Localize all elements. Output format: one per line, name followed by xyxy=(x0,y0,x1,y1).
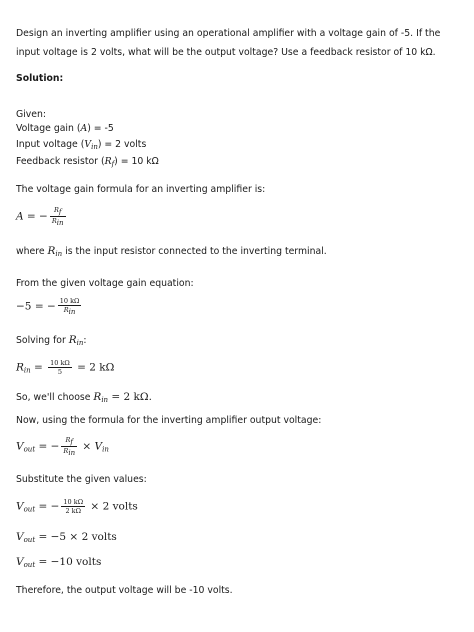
choose-text xyxy=(16,391,152,407)
eq2-num: 10 kΩ xyxy=(50,359,70,367)
solving-post: : xyxy=(83,335,87,346)
where-text xyxy=(16,245,327,261)
eq3-fraction xyxy=(61,436,77,457)
equation-5 xyxy=(16,531,117,547)
eq2-rhs: = 2 kΩ xyxy=(73,361,115,374)
eq1-fraction xyxy=(58,297,82,316)
eq5-rhs: = −5 × 2 volts xyxy=(35,531,117,543)
equation-4 xyxy=(16,498,138,517)
choose-pre: So, we'll choose xyxy=(16,392,94,403)
formula-intro: The voltage gain formula for an inverting amplifier is: xyxy=(16,184,266,195)
eq2-equals: = xyxy=(30,361,47,374)
solving-text xyxy=(16,334,87,350)
equation-1 xyxy=(16,297,83,316)
eq3-num-sub: f xyxy=(70,438,73,446)
eq2-lhs: R xyxy=(16,361,24,374)
eq4-fraction xyxy=(61,498,85,515)
conclusion-text: Therefore, the output voltage will be -10 volts. xyxy=(16,585,233,596)
eq4-lhs: V xyxy=(16,500,24,513)
eq6-lhs: V xyxy=(16,556,24,568)
given-gain-value: ) = -5 xyxy=(87,123,114,134)
from-text: From the given voltage gain equation: xyxy=(16,278,194,289)
given-feedback-resistor xyxy=(16,155,159,171)
gain-formula-num: R xyxy=(53,206,59,214)
now-text: Now, using the formula for the inverting amplifier output voltage: xyxy=(16,415,322,426)
eq2-den: 5 xyxy=(57,368,63,376)
given-voltage-gain xyxy=(16,122,114,135)
eq3-lhs-sub: out xyxy=(23,445,36,454)
gain-formula-num-sub: f xyxy=(58,208,62,216)
choose-symbol: R xyxy=(93,391,102,403)
given-heading: Given: xyxy=(16,109,47,120)
eq3-equals: = − xyxy=(35,440,60,453)
equation-2 xyxy=(16,359,114,378)
equation-3 xyxy=(16,436,109,457)
eq4-den: 2 kΩ xyxy=(65,507,82,515)
given-gain-symbol: A xyxy=(80,123,88,134)
solving-symbol: R xyxy=(68,334,77,346)
given-vin-symbol: V xyxy=(84,139,92,150)
given-rf-sub: f xyxy=(111,160,115,168)
eq4-lhs-sub: out xyxy=(23,505,36,514)
eq3-rhs: × V xyxy=(79,440,103,453)
choose-sub: in xyxy=(101,396,109,404)
eq3-den-sub: in xyxy=(68,449,76,457)
solving-pre: Solving for xyxy=(16,335,69,346)
where-symbol: R xyxy=(47,245,56,257)
given-vin-sub: in xyxy=(91,143,98,151)
eq1-den: R xyxy=(63,306,69,314)
eq2-fraction xyxy=(48,359,72,376)
eq3-lhs: V xyxy=(16,440,24,453)
substitute-text: Substitute the given values: xyxy=(16,474,147,485)
eq1-num: 10 kΩ xyxy=(59,297,80,305)
eq4-rhs: × 2 volts xyxy=(87,500,138,513)
where-pre: where xyxy=(16,246,48,257)
given-vin-label: Input voltage ( xyxy=(16,139,85,150)
eq4-num: 10 kΩ xyxy=(63,498,84,506)
equation-6 xyxy=(16,556,101,572)
eq3-num: R xyxy=(65,436,71,444)
given-rf-value: ) = 10 kΩ xyxy=(114,156,159,167)
eq6-rhs: = −10 volts xyxy=(35,556,102,568)
solving-sub: in xyxy=(76,339,84,347)
given-gain-label: Voltage gain ( xyxy=(16,123,81,134)
where-sub: in xyxy=(55,250,63,258)
choose-post: = 2 kΩ. xyxy=(108,391,152,403)
eq3-rhs-sub: in xyxy=(102,445,109,454)
gain-formula-fraction xyxy=(50,206,66,227)
given-vin-value: ) = 2 volts xyxy=(97,139,147,150)
eq1-den-sub: in xyxy=(68,308,76,316)
eq3-den: R xyxy=(63,447,69,455)
eq5-lhs-sub: out xyxy=(23,536,36,544)
gain-formula-lhs: A = − xyxy=(16,210,48,223)
given-rf-label: Feedback resistor ( xyxy=(16,156,105,167)
given-rf-symbol: R xyxy=(104,156,112,167)
eq5-lhs: V xyxy=(16,531,24,543)
solution-heading: Solution: xyxy=(16,73,64,84)
eq6-lhs-sub: out xyxy=(23,561,36,569)
where-post: is the input resistor connected to the inverting terminal. xyxy=(62,246,327,257)
gain-formula-den-sub: in xyxy=(56,219,64,227)
eq4-equals: = − xyxy=(35,500,60,513)
eq2-lhs-sub: in xyxy=(23,366,31,375)
gain-formula xyxy=(16,206,68,227)
question-text: Design an inverting amplifier using an operational amplifier with a voltage gain of -5. If the input voltage is 2 volts, what will be the output voltage? Use a feedback resistor of 10 kΩ. xyxy=(16,28,441,58)
eq1-lhs: −5 = − xyxy=(16,300,56,313)
gain-formula-den: R xyxy=(51,217,57,225)
given-input-voltage xyxy=(16,138,146,154)
